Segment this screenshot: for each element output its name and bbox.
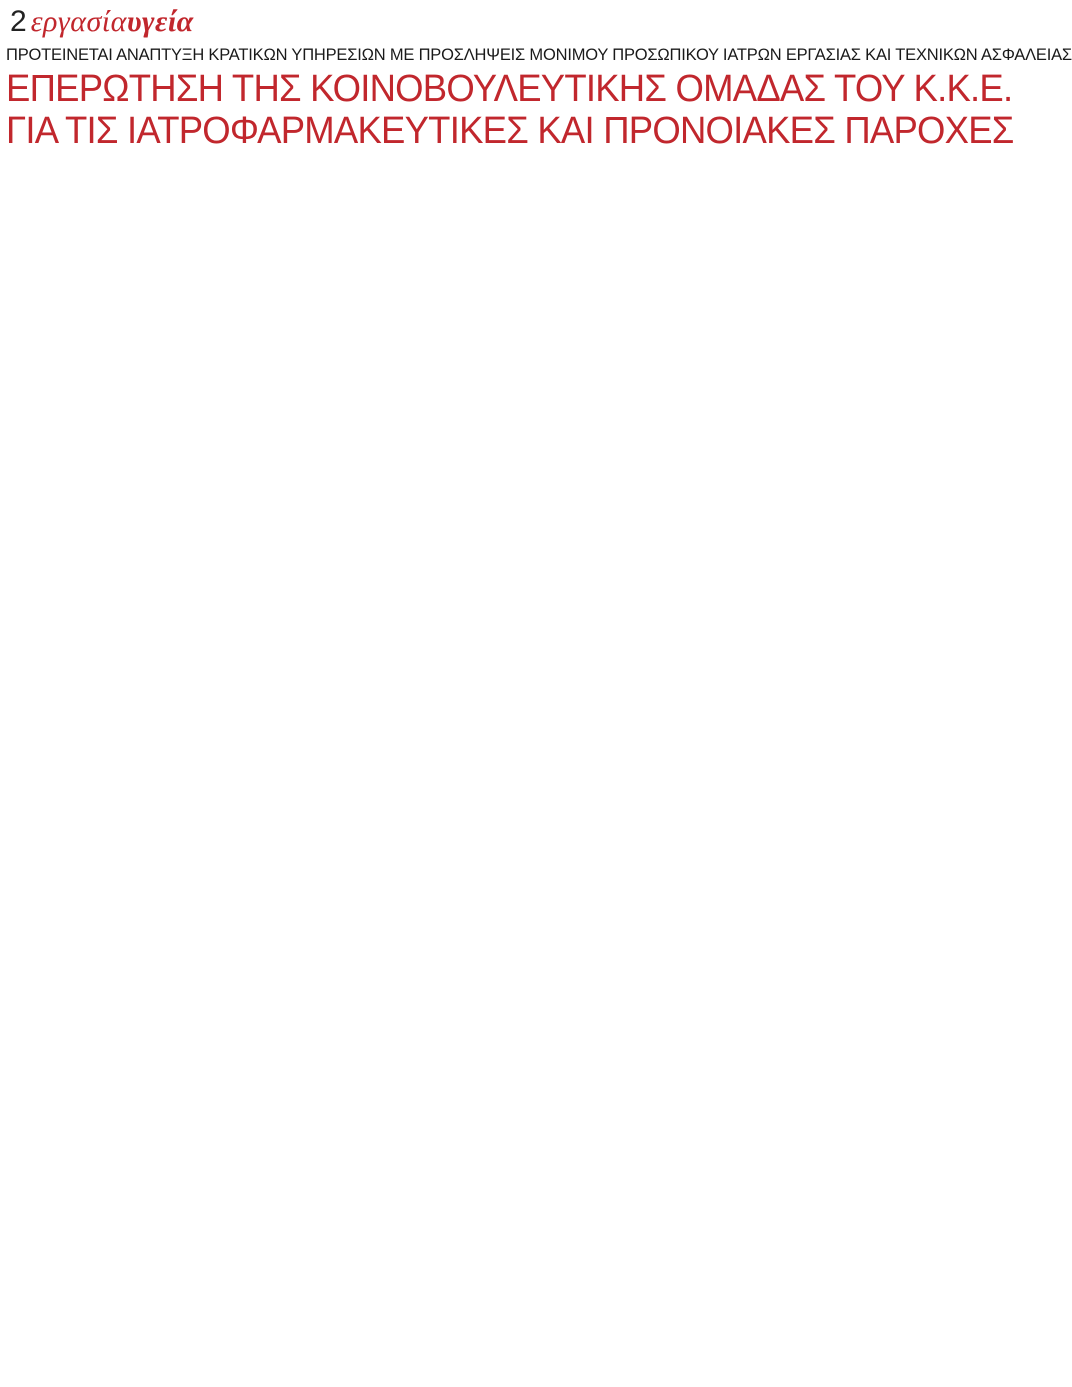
article-body xyxy=(6,172,954,1381)
text-column-3 xyxy=(389,172,571,1381)
text-column-2 xyxy=(198,172,380,1381)
text-column-1 xyxy=(6,172,188,1381)
text-column-4 xyxy=(581,172,763,1381)
article-headline-line-1: ΕΠΕΡΩΤΗΣΗ ΤΗΣ ΚΟΙΝΟΒΟΥΛΕΥΤΙΚΗΣ ΟΜΑΔΑΣ ΤΟΥ Κ.Κ.Ε. xyxy=(6,68,1013,110)
logo-text-regular: εργασία xyxy=(30,5,127,38)
page-number: 2 xyxy=(10,5,27,38)
publication-logo xyxy=(31,5,194,39)
text-column-5 xyxy=(772,172,954,1381)
masthead xyxy=(6,0,954,44)
logo-text-bold: υγεία xyxy=(126,5,194,38)
article-kicker: ΠΡΟΤΕΙΝΕΤΑΙ ΑΝΑΠΤΥΞΗ ΚΡΑΤΙΚΩΝ ΥΠΗΡΕΣΙΩΝ ΜΕ ΠΡΟΣΛΗΨΕΙΣ ΜΟΝΙΜΟΥ ΠΡΟΣΩΠΙΚΟΥ ΙΑΤΡΩΝ ΕΡΓΑΣΙΑΣ ΚΑΙ ΤΕΧΝΙΚΩΝ ΑΣΦΑΛΕΙΑΣ xyxy=(6,46,1072,64)
article-headline-line-2: ΓΙΑ ΤΙΣ ΙΑΤΡΟΦΑΡΜΑΚΕΥΤΙΚΕΣ ΚΑΙ ΠΡΟΝΟΙΑΚΕΣ ΠΑΡΟΧΕΣ xyxy=(6,110,1014,152)
